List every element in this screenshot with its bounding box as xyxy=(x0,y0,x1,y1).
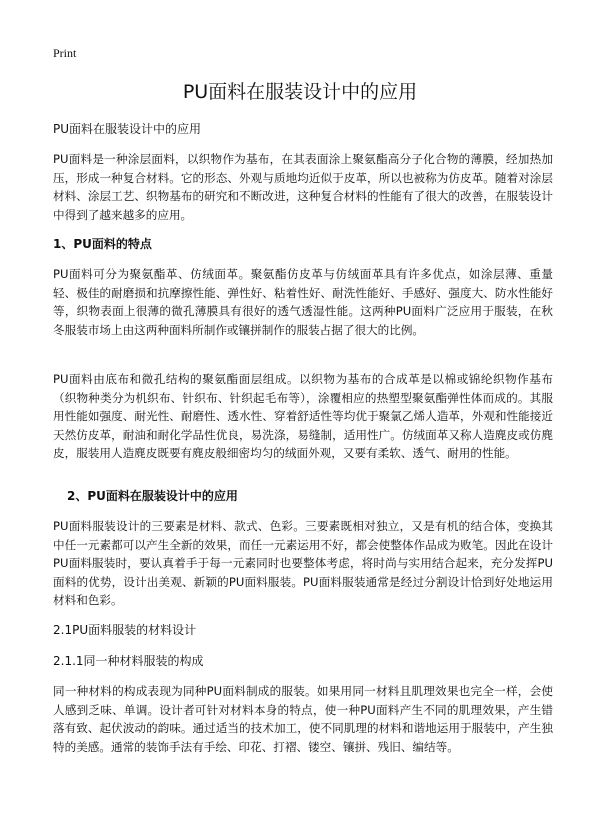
intro-paragraph: PU面料是一种涂层面料，以织物作为基布，在其表面涂上聚氨酯高分子化合物的薄膜，经加热加压，形成一种复合材料。它的形态、外观与质地均近似于皮革，所以也被称为仿皮革。随着对涂层材料、涂层工艺、织物基布的研究和不断改进，这种复合材料的性能有了很大的改善，在服装设计中得到了越来越多的应用。 xyxy=(53,152,553,222)
section-2-heading: 2、PU面料在服装设计中的应用 xyxy=(67,489,238,503)
section-2-1-1-heading: 2.1.1同一种材料服装的构成 xyxy=(53,654,204,668)
section-1-heading: 1、PU面料的特点 xyxy=(53,237,152,251)
document-title: PU面料在服装设计中的应用 xyxy=(182,81,418,103)
print-label[interactable]: Print xyxy=(53,46,77,60)
section-2-paragraph-2: 同一种材料的构成表现为同种PU面料制成的服装。如果用同一材料且肌理效果也完全一样，会使人感到乏味、单调。设计者可针对材料本身的特点，使一种PU面料产生不同的肌理效果，产生错落有致、起伏波动的韵味。通过适当的技术加工，使不同肌理的材料和谐地运用于服装中，产生独特的美感。通常的装饰手法有手绘、印花、打褶、镂空、镶拼、残旧、编结等。 xyxy=(53,684,553,754)
section-1-paragraph-1: PU面料可分为聚氨酯革、仿绒面革。聚氨酯仿皮革与仿绒面革具有许多优点，如涂层薄、重量轻、极佳的耐磨损和抗摩擦性能、弹性好、粘着性好、耐洗性能好、手感好、强度大、防水性能好等，织物表面上很薄的微孔薄膜具有很好的透气透湿性能。这两种PU面料广泛应用于服装，在秋冬服装市场上由这两种面料所制作或镶拼制作的服装占据了很大的比例。 xyxy=(53,267,553,337)
section-2-1-heading: 2.1PU面料服装的材料设计 xyxy=(53,623,197,637)
section-2-paragraph-1: PU面料服装设计的三要素是材料、款式、色彩。三要素既相对独立，又是有机的结合体，变换其中任一元素都可以产生全新的效果，而任一元素运用不好，都会使整体作品成为败笔。因此在设计PU面料服装时，要认真着手于每一元素同时也要整体考虑，将时尚与实用结合起来，充分发挥PU面料的优势，设计出美观、新颖的PU面料服装。PU面料服装通常是经过分割设计恰到好处地运用材料和色彩。 xyxy=(53,519,553,608)
document-subtitle: PU面料在服装设计中的应用 xyxy=(53,122,202,136)
section-1-paragraph-2: PU面料由底布和微孔结构的聚氨酯面层组成。以织物为基布的合成革是以棉或锦纶织物作基布（织物种类分为机织布、针织布、针织起毛布等），涂覆相应的热塑型聚氨酯弹性体而成的。其服用性能如强度、耐光性、耐磨性、透水性、穿着舒适性等均优于聚氯乙烯人造革，外观和性能接近天然仿皮革，耐油和耐化学品性优良，易洗涤，易缝制，适用性广。仿绒面革又称人造麂皮或仿麂皮，服装用人造麂皮既要有麂皮般细密均匀的绒面外观，又要有柔软、透气、耐用的性能。 xyxy=(53,372,553,461)
